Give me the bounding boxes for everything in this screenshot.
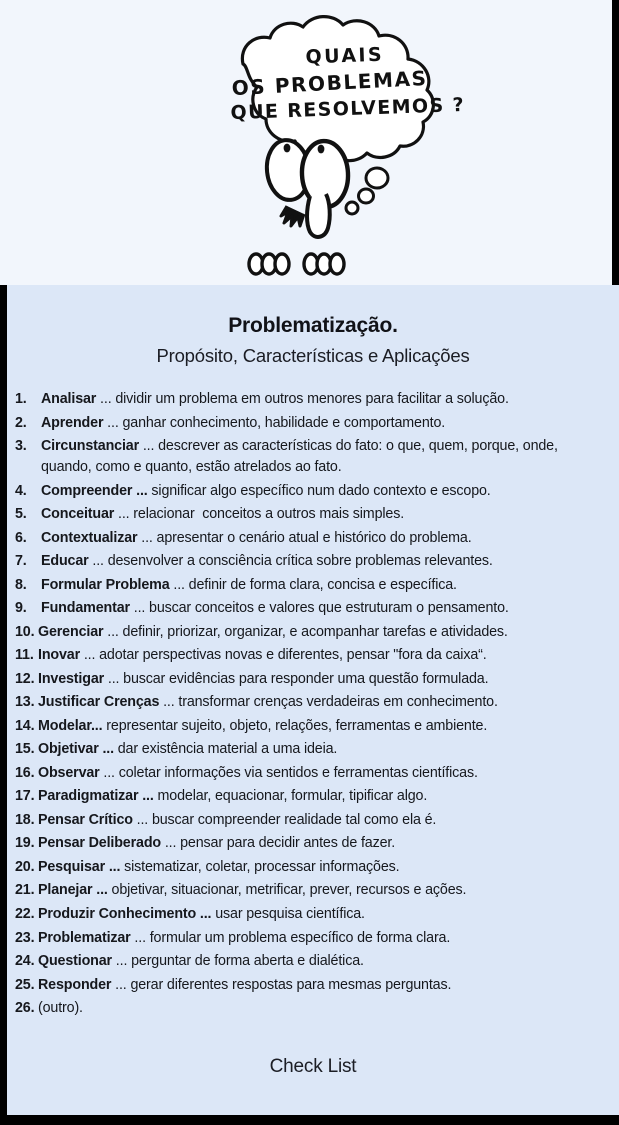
- list-item-description: ... descrever as características do fato: o que, quem, porque, onde, quando, como e quanto, estão atrelados ao fato.: [41, 438, 562, 476]
- list-item-term: Gerenciar: [38, 623, 104, 640]
- list-item: [15, 928, 609, 949]
- list-item-number: 15.: [15, 741, 35, 758]
- footer-label: Check List: [269, 1055, 357, 1077]
- list-item-number: 26.: [15, 1000, 35, 1017]
- list-item-number: 2.: [15, 414, 27, 431]
- list-item-term: Investigar: [38, 670, 105, 687]
- list-item: [15, 975, 609, 996]
- list-item-number: 14.: [15, 717, 35, 734]
- list-item: [15, 622, 609, 643]
- list-item: [15, 998, 609, 1019]
- list-item-number: 22.: [15, 906, 35, 922]
- list-item-description: ... formular um problema específico de forma clara.: [130, 929, 451, 946]
- list-item-body: [38, 692, 609, 713]
- list-item: [15, 692, 609, 713]
- list-item-description: ... pensar para decidir antes de fazer.: [161, 835, 396, 852]
- list-item-description: ... buscar compreender realidade tal como ela é.: [132, 811, 437, 828]
- list-item-number: 5.: [15, 506, 27, 523]
- list-item-term: Fundamentar: [41, 600, 130, 617]
- list-item: [15, 413, 609, 434]
- list-item-body: [38, 951, 609, 972]
- list-item-term: Inovar: [38, 647, 81, 664]
- list-item-term: Paradigmatizar ...: [38, 788, 154, 805]
- list-item-body: [41, 389, 609, 410]
- bottom-rule: [0, 1115, 619, 1125]
- list-item-term: Conceituar: [41, 506, 115, 523]
- list-item-number: 13.: [15, 694, 35, 711]
- list-item-description: ... relacionar conceitos a outros mais simples.: [114, 506, 405, 523]
- list-item: [15, 481, 609, 502]
- list-item-term: Contextualizar: [41, 529, 138, 546]
- list-item-body: [38, 810, 609, 831]
- character-left-pupil: [284, 144, 291, 153]
- list-item-number: 3.: [15, 438, 27, 455]
- list-item: [15, 739, 609, 760]
- checklist: [7, 377, 619, 1019]
- list-item-description: ... buscar conceitos e valores que estruturam o pensamento.: [129, 600, 509, 617]
- list-item-body: [41, 528, 609, 549]
- list-item-term: Aprender: [41, 414, 104, 431]
- bubble-line-3: QUE RESOLVEMOS ?: [230, 93, 466, 125]
- list-item-description: ... perguntar de forma aberta e dialética.: [111, 953, 364, 970]
- list-item-description: modelar, equacionar, formular, tipificar algo.: [153, 788, 428, 805]
- list-item-number: 4.: [15, 482, 27, 499]
- list-item-body: [41, 481, 609, 502]
- thought-bubble-small-3: [346, 202, 358, 214]
- list-item-description: usar pesquisa científica.: [211, 906, 365, 922]
- hero-right-rule: [612, 0, 619, 285]
- list-item-body: [38, 786, 609, 807]
- list-item-term: Analisar: [41, 391, 97, 408]
- list-item-term: Modelar...: [38, 717, 103, 734]
- list-item: [15, 716, 609, 737]
- list-item-number: 24.: [15, 953, 35, 970]
- thought-bubble-cartoon-icon: [0, 0, 619, 285]
- list-item: [15, 389, 609, 410]
- page-subtitle: Propósito, Características e Aplicações: [156, 345, 470, 367]
- list-item-term: Formular Problema: [41, 576, 170, 593]
- list-item-number: 1.: [15, 391, 27, 408]
- list-item-description: ... transformar crenças verdadeiras em conhecimento.: [159, 694, 498, 711]
- list-item-description: sistematizar, coletar, processar informações.: [120, 858, 400, 875]
- list-item-term: Problematizar: [38, 929, 131, 946]
- list-item-number: 8.: [15, 576, 27, 593]
- list-item-body: [41, 575, 609, 596]
- list-item-term: Justificar Crenças: [38, 694, 160, 711]
- list-item-description: ... definir de forma clara, concisa e específica.: [169, 576, 457, 593]
- list-item-number: 16.: [15, 764, 35, 781]
- list-item-description: ... gerar diferentes respostas para mesmas perguntas.: [111, 976, 452, 993]
- checklist-panel: [0, 285, 619, 1115]
- list-item-number: 19.: [15, 835, 35, 852]
- character-left-foot: [249, 254, 289, 274]
- list-item: [15, 833, 609, 854]
- list-item-description: objetivar, situacionar, metrificar, prever, recursos e ações.: [107, 882, 467, 899]
- list-item-term: Produzir Conhecimento ...: [38, 906, 212, 922]
- list-item-body: [38, 645, 609, 666]
- character-beak: [307, 194, 330, 237]
- list-item-number: 9.: [15, 600, 27, 617]
- list-item-body: [38, 716, 609, 737]
- list-item-term: Questionar: [38, 953, 112, 970]
- list-item-term: Planejar ...: [38, 882, 108, 899]
- list-item-body: [38, 975, 609, 996]
- list-item-body: [41, 413, 609, 434]
- list-item-number: 18.: [15, 811, 35, 828]
- list-item: [15, 645, 609, 666]
- list-item: [15, 786, 609, 807]
- character-tuft: [281, 206, 304, 226]
- list-item: [15, 528, 609, 549]
- list-item-term: Objetivar ...: [38, 741, 114, 758]
- list-item: [15, 763, 609, 784]
- list-item-term: Pensar Deliberado: [38, 835, 161, 852]
- hero-illustration-panel: [0, 0, 619, 285]
- list-item: [15, 436, 609, 478]
- list-item-body: [38, 763, 609, 784]
- list-item: [15, 598, 609, 619]
- character-right-pupil: [318, 145, 325, 154]
- list-item-term: Circunstanciar: [41, 438, 140, 455]
- list-item-number: 7.: [15, 553, 27, 570]
- thought-bubble-small-1: [366, 168, 388, 188]
- title-block: [7, 285, 619, 377]
- list-item: [15, 504, 609, 525]
- list-item: [15, 951, 609, 972]
- list-item: [15, 551, 609, 572]
- list-item-description: ... ganhar conhecimento, habilidade e comportamento.: [103, 414, 446, 431]
- list-item-term: Pesquisar ...: [38, 858, 121, 875]
- list-item-number: 11.: [15, 647, 34, 664]
- list-item-number: 21.: [15, 882, 35, 899]
- list-item-number: 20.: [15, 858, 35, 875]
- list-item-description: ... desenvolver a consciência crítica sobre problemas relevantes.: [88, 553, 493, 570]
- list-item: [15, 575, 609, 596]
- list-item-description: ... coletar informações via sentidos e ferramentas científicas.: [99, 764, 478, 781]
- character-right-foot: [304, 254, 344, 274]
- list-item-description: ... buscar evidências para responder uma questão formulada.: [104, 670, 489, 687]
- list-item-body: [38, 928, 609, 949]
- list-item-description: ... definir, priorizar, organizar, e acompanhar tarefas e atividades.: [103, 623, 508, 640]
- list-item-body: [38, 739, 609, 760]
- list-item-body: [38, 880, 609, 901]
- page-title: Problematização.: [228, 314, 398, 337]
- list-item-number: 23.: [15, 929, 35, 946]
- list-item-term: Pensar Crítico: [38, 811, 133, 828]
- list-item-number: 6.: [15, 529, 27, 546]
- list-item-description: dar existência material a uma ideia.: [113, 741, 338, 758]
- list-item-number: 10.: [15, 623, 35, 640]
- list-item-description: ... dividir um problema em outros menores para facilitar a solução.: [96, 391, 509, 408]
- list-item-term: Educar: [41, 553, 89, 570]
- list-item-body: [41, 436, 609, 478]
- list-item-description: significar algo específico num dado contexto e escopo.: [147, 482, 491, 499]
- list-item-term: (outro).: [38, 1000, 83, 1017]
- list-item-body: [38, 622, 609, 643]
- list-item: [15, 880, 609, 901]
- list-item-term: Responder: [38, 976, 112, 993]
- list-item: [15, 669, 609, 690]
- list-item-body: [38, 857, 609, 878]
- list-item-description: ... adotar perspectivas novas e diferentes, pensar "fora da caixa“.: [80, 647, 487, 664]
- list-item: [15, 857, 609, 878]
- list-item-body: [38, 833, 609, 854]
- thought-bubble-small-2: [359, 189, 374, 203]
- list-item-number: 25.: [15, 976, 35, 993]
- bubble-line-2: OS PROBLEMAS: [231, 65, 429, 101]
- list-item-number: 12.: [15, 670, 35, 687]
- bubble-line-1: QUAIS: [305, 43, 385, 69]
- list-item-description: representar sujeito, objeto, relações, ferramentas e ambiente.: [102, 717, 488, 734]
- list-item: [15, 810, 609, 831]
- list-item-term: Compreender ...: [41, 482, 148, 499]
- list-item-description: ... apresentar o cenário atual e histórico do problema.: [137, 529, 472, 546]
- list-item-body: [41, 551, 609, 572]
- list-item-term: Observar: [38, 764, 100, 781]
- list-item-body: [38, 998, 609, 1019]
- list-item-body: [41, 504, 609, 525]
- list-item-number: 17.: [15, 788, 39, 805]
- list-item-body: [38, 669, 609, 690]
- list-item: [15, 904, 609, 925]
- list-item-body: [38, 904, 609, 925]
- list-item-body: [41, 598, 609, 619]
